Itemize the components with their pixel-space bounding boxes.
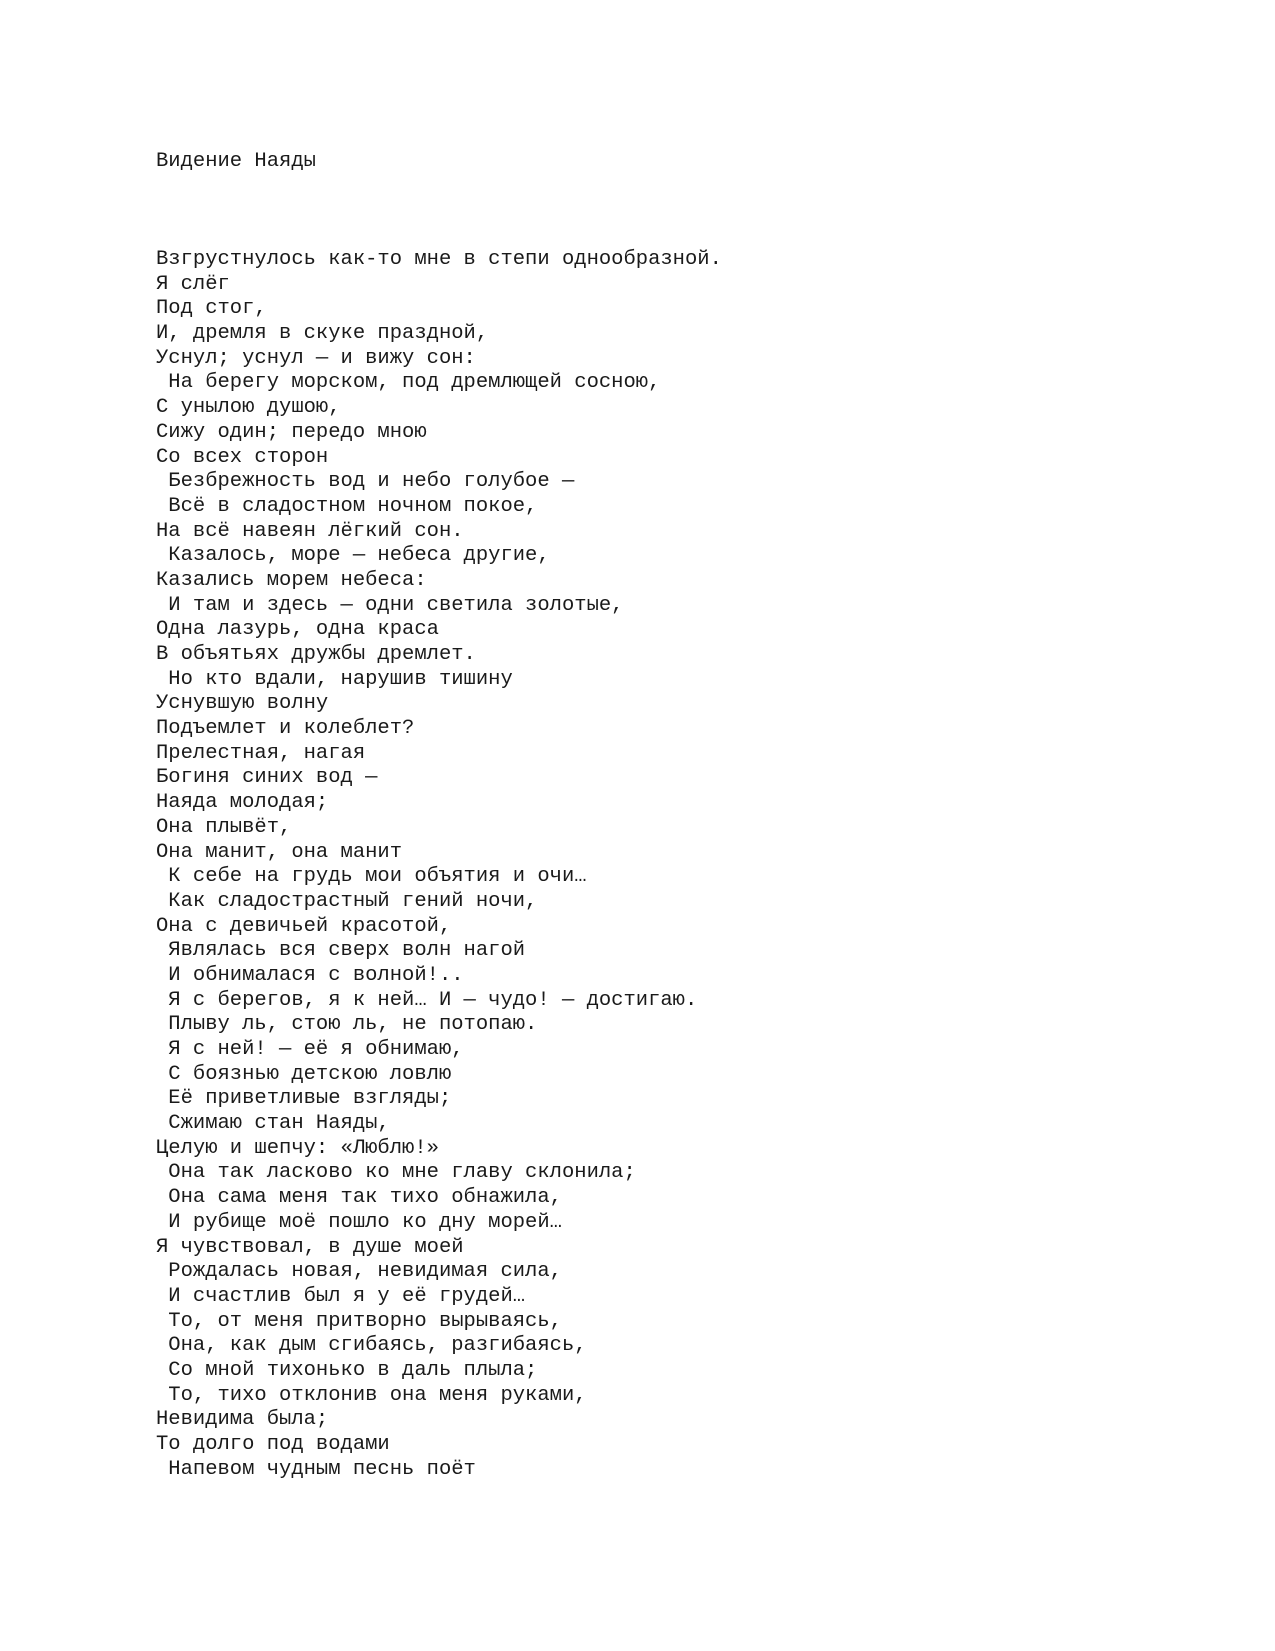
poem-line: И счастлив был я у её грудей… [156,1284,526,1308]
poem-line: С унылою душою, [156,396,341,420]
poem-line: Являлась вся сверх волн нагой [156,939,526,963]
poem-line: И, дремля в скуке праздной, [156,322,489,346]
poem-title: Видение Наяды [156,150,316,173]
poem-line: И обнималася с волной!.. [156,963,464,987]
poem-line: Казались морем небеса: [156,568,427,592]
poem-line: Со всех сторон [156,445,329,469]
poem-line: В объятьях дружбы дремлет. [156,643,476,666]
poem-line: Как сладострастный гений ночи, [156,889,538,913]
poem-line: Невидима была; [156,1408,329,1432]
poem-line: Плыву ль, стою ль, не потопаю. [156,1013,538,1037]
poem-line: То, от меня притворно вырываясь, [156,1309,562,1333]
poem-line: Под стог, [156,297,267,321]
poem-line: Я с берегов, я к ней… И — чудо! — достигаю. [156,988,698,1012]
poem-line: Взгрустнулось как-то мне в степи однообразной. [156,248,722,271]
poem-line: То долго под водами [156,1433,390,1456]
poem-line: Наяда молодая; [156,791,329,815]
poem-line: Уснувшую волну [156,692,329,716]
poem-line: На берегу морском, под дремлющей сосною, [156,371,661,395]
poem-line: Она так ласково ко мне главу склонила; [156,1161,636,1185]
poem-line: Прелестная, нагая [156,741,366,765]
poem-line: Всё в сладостном ночном покое, [156,494,538,518]
poem-line: Одна лазурь, одна краса [156,618,439,642]
poem-line: Её приветливые взгляды; [156,1087,452,1111]
poem-line: Я слёг [156,272,230,296]
poem-line: Напевом чудным песнь поёт [156,1457,476,1481]
poem-line: Казалось, море — небеса другие, [156,544,550,568]
poem-line: Со мной тихонько в даль плыла; [156,1358,538,1382]
poem-line: Но кто вдали, нарушив тишину [156,667,513,691]
poem-line: Уснул; уснул — и вижу сон: [156,346,476,370]
poem-line: Сжимаю стан Наяды, [156,1112,390,1136]
poem-line: Богиня синих вод — [156,766,378,790]
poem-line: Она, как дым сгибаясь, разгибаясь, [156,1334,587,1358]
poem-line: Она сама меня так тихо обнажила, [156,1186,562,1210]
poem-line: И рубище моё пошло ко дну морей… [156,1210,562,1234]
poem-line: С боязнью детскою ловлю [156,1062,452,1086]
poem-line: Она с девичьей красотой, [156,914,452,938]
poem-line: На всё навеян лёгкий сон. [156,519,464,543]
poem-line: Я чувствовал, в душе моей [156,1235,464,1259]
poem-line: К себе на грудь мои объятия и очи… [156,865,587,889]
poem-line: Она плывёт, [156,815,292,839]
poem-line: Безбрежность вод и небо голубое — [156,470,575,494]
poem-line: Я с ней! — её я обнимаю, [156,1038,464,1061]
poem-line: И там и здесь — одни светила золотые, [156,593,624,617]
poem-body [156,248,722,1482]
poem-line: Она манит, она манит [156,840,403,864]
poem-line: Целую и шепчу: «Люблю!» [156,1136,439,1160]
poem-line: Рождалась новая, невидимая сила, [156,1260,562,1284]
poem-line: Подъемлет и колеблет? [156,717,415,741]
poem-line: То, тихо отклонив она меня руками, [156,1383,587,1407]
poem-line: Сижу один; передо мною [156,420,427,444]
